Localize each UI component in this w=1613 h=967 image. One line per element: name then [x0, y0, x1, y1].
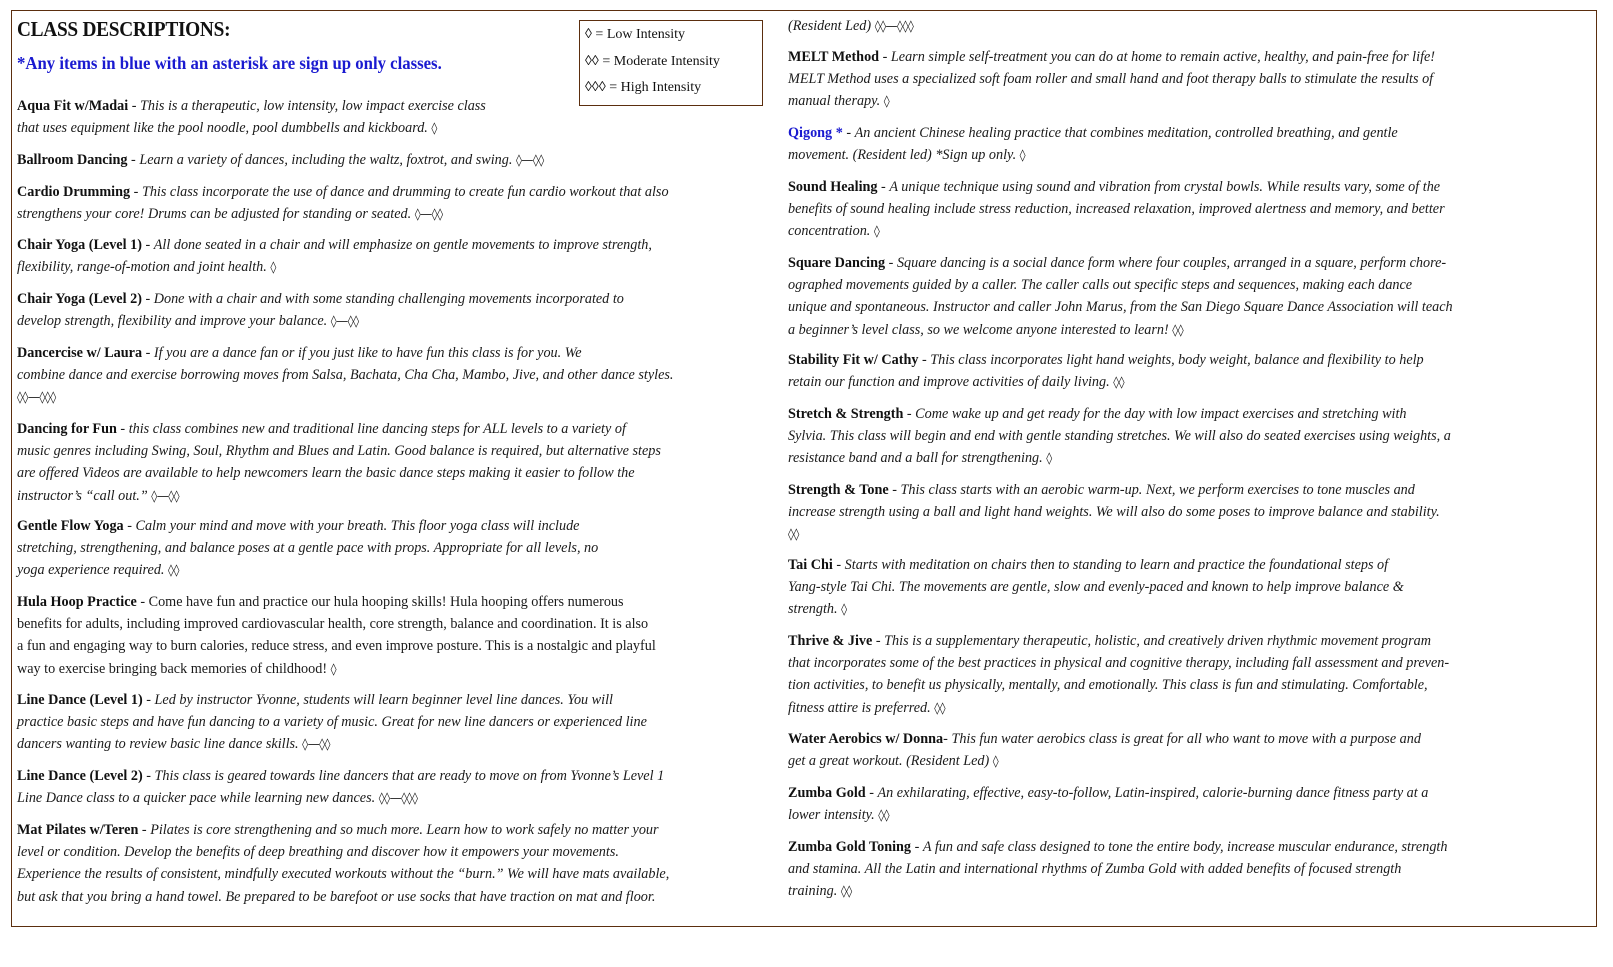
- intensity-icon: ◊: [992, 754, 999, 769]
- intensity-icon: ◊: [883, 94, 890, 109]
- legend-label: = Low Intensity: [595, 27, 685, 42]
- intensity-icon: ◊—◊◊: [151, 488, 180, 503]
- signup-note: *Any items in blue with an asterisk are sign up only classes.: [17, 53, 442, 73]
- class-description: Come wake up and get ready for the day with low impact exercises and stretching with: [915, 406, 1407, 422]
- class-entry-ballroom-dancing: Ballroom Dancing - Learn a variety of dances, including the waltz, foxtrot, and swing. ◊—◊◊: [17, 152, 544, 168]
- class-name: Hula Hoop Practice: [17, 594, 137, 610]
- class-name: Stability Fit w/ Cathy: [788, 352, 919, 368]
- class-description: This class incorporate the use of dance and drumming to create fun cardio workout that also: [141, 184, 669, 200]
- class-entry-water-aerobics: Water Aerobics w/ Donna- This fun water aerobics class is great for all who want to move with a purpose and get a great workout. (Resident Led) ◊: [788, 731, 1421, 770]
- intensity-icon: ◊—◊◊: [302, 737, 330, 752]
- class-name: Strength & Tone: [788, 482, 889, 498]
- class-entry-dancing-for-fun: Dancing for Fun - this class combines new and traditional line dancing steps for ALL levels to a variety of music genres including Swing, Soul, Rhythm and Blues and Latin. Good balance is required, but alternative steps are offered Videos are available to help newcomers learn the basic dance steps making it easier to follow the instructor’s “call out.” ◊—◊◊: [17, 421, 661, 504]
- diamond-icon: ◊◊: [585, 53, 599, 69]
- intensity-icon: ◊—◊◊: [330, 314, 359, 329]
- class-entry-stability-fit: Stability Fit w/ Cathy - This class incorporates light hand weights, body weight, balance and flexibility to help retain our function and improve activities of daily living. ◊◊: [788, 352, 1424, 391]
- class-description: Square dancing is a social dance form where four couples, arranged in a square, perform chore-: [896, 255, 1447, 271]
- class-entry-aqua-fit: Aqua Fit w/Madai - This is a therapeutic, low intensity, low impact exercise class that uses equipment like the pool noodle, pool dumbbells and kickboard. ◊: [17, 98, 486, 137]
- class-entry-tai-chi: Tai Chi - Starts with meditation on chairs then to standing to learn and practice the foundational steps of Yang-style Tai Chi. The movements are gentle, slow and evenly-paced and known to help improve balance & strength. ◊: [788, 557, 1404, 618]
- intensity-icon: ◊: [330, 661, 337, 676]
- class-description: Calm your mind and move with your breath. This floor yoga class will include: [135, 518, 580, 534]
- class-entry-line-dance-level-2: Line Dance (Level 2) - This class is geared towards line dancers that are ready to move on from Yvonne’s Level 1 Line Dance class to a quicker pace while learning new dances. ◊◊—◊◊◊: [17, 768, 665, 807]
- legend-label: = Moderate Intensity: [602, 53, 720, 69]
- page-title: CLASS DESCRIPTIONS:: [17, 17, 231, 41]
- intensity-icon: ◊—◊◊: [414, 207, 443, 222]
- class-entry-cardio-drumming: Cardio Drumming - This class incorporate the use of dance and drumming to create fun cardio workout that also strengthens your core! Drums can be adjusted for standing or seated. ◊—◊◊: [17, 184, 669, 223]
- legend-label: = High Intensity: [609, 80, 702, 95]
- class-entry-mat-pilates: Mat Pilates w/Teren - Pilates is core strengthening and so much more. Learn how to work safely no matter your level or condition. Develop the benefits of deep breathing and discover how it empowers your movements. Experience the results of consistent, mindfully executed workouts without the “burn.” We will have mats available, but ask that you bring a hand towel. Be prepared to be barefoot or use socks that have traction on mat and floor.: [17, 822, 670, 905]
- class-name: Aqua Fit w/Madai: [17, 98, 129, 114]
- class-entry-qigong: Qigong * - An ancient Chinese healing practice that combines meditation, controlled breathing, and gentle movement. (Resident led) *Sign up only. ◊: [788, 125, 1398, 164]
- class-name: Tai Chi: [788, 557, 833, 573]
- class-entry-chair-yoga-level-1: Chair Yoga (Level 1) - All done seated in a chair and will emphasize on gentle movements to improve strength, flexibility, range-of-motion and joint health. ◊: [17, 237, 652, 276]
- class-entry-zumba-gold: Zumba Gold - An exhilarating, effective, easy-to-follow, Latin-inspired, calorie-burning dance fitness party at a lower intensity. ◊◊: [788, 785, 1429, 824]
- class-entry-thrive-and-jive: Thrive & Jive - This is a supplementary therapeutic, holistic, and creatively driven rhythmic movement program that incorporates some of the best practices in physical and cognitive therapy, including fall assessment and preven- tion activities, to benefit us physically, mentally, and emotionally. This class is fun and stimulating. Comfortable, fitness attire is preferred. ◊◊: [788, 633, 1450, 716]
- class-entry-stretch-and-strength: Stretch & Strength - Come wake up and get ready for the day with low impact exercises and stretching with Sylvia. This class will begin and end with gentle standing stretches. We will also do seated exercises using weights, a resistance band and a ball for strengthening. ◊: [788, 406, 1451, 467]
- class-entry-square-dancing: Square Dancing - Square dancing is a social dance form where four couples, arranged in a square, perform chore- ographed movements guided by a caller. The caller calls out specific steps and sequences, making each dance unique and spontaneous. Instructor and caller John Marus, from the San Diego Square Dance Association will teach a beginner’s level class, so we welcome anyone interested to learn! ◊◊: [788, 255, 1453, 338]
- legend-moderate: [585, 52, 762, 79]
- class-entry-sound-healing: Sound Healing - A unique technique using sound and vibration from crystal bowls. While results vary, some of the benefits of sound healing include stress reduction, increased relaxation, improved alertness and memory, and better concentration. ◊: [788, 179, 1445, 240]
- class-description: Learn a variety of dances, including the waltz, foxtrot, and swing.: [139, 152, 513, 168]
- mat-pilates-continuation: (Resident Led) ◊◊—◊◊◊: [788, 18, 914, 34]
- intensity-icon: ◊◊: [168, 563, 179, 578]
- class-name: Ballroom Dancing: [17, 152, 128, 168]
- class-description: Come have fun and practice our hula hooping skills! Hula hooping offers numerous: [148, 594, 624, 610]
- class-name: Stretch & Strength: [788, 406, 904, 422]
- class-description: This class is geared towards line dancers that are ready to move on from Yvonne’s Level 1: [154, 768, 665, 784]
- intensity-icon: ◊◊—◊◊◊: [378, 791, 418, 806]
- class-description: This class starts with an aerobic warm-up. Next, we perform exercises to tone muscles and: [900, 482, 1415, 498]
- class-name: Zumba Gold Toning: [788, 839, 912, 855]
- class-description: This is a therapeutic, low intensity, low impact exercise class: [139, 98, 486, 114]
- intensity-icon: ◊: [1019, 148, 1026, 163]
- class-name: Chair Yoga (Level 1): [17, 237, 142, 253]
- intensity-icon: ◊: [431, 121, 437, 136]
- class-description: Pilates is core strengthening and so much more. Learn how to work safely no matter your: [150, 822, 659, 838]
- intensity-icon: ◊—◊◊: [515, 153, 544, 167]
- class-name: Thrive & Jive: [788, 633, 876, 649]
- class-name: Cardio Drumming: [17, 184, 131, 200]
- class-name: Dancercise w/ Laura: [17, 345, 143, 361]
- class-description: A unique technique using sound and vibration from crystal bowls. While results vary, some of the: [889, 179, 1441, 195]
- diamond-icon: ◊◊◊: [585, 80, 606, 95]
- class-name: Chair Yoga (Level 2): [17, 291, 142, 307]
- intensity-icon: ◊: [841, 602, 847, 617]
- class-description: All done seated in a chair and will emphasize on gentle movements to improve strength,: [153, 237, 652, 253]
- class-name: Line Dance (Level 2): [17, 768, 143, 784]
- class-name: Gentle Flow Yoga: [17, 518, 124, 534]
- class-description: If you are a dance fan or if you just like to have fun this class is for you. We: [153, 345, 582, 361]
- class-name: Mat Pilates w/Teren: [17, 822, 139, 838]
- intensity-icon: ◊◊: [934, 700, 946, 715]
- class-description: An exhilarating, effective, easy-to-follow, Latin-inspired, calorie-burning dance fitness party at a: [877, 785, 1429, 801]
- class-entry-chair-yoga-level-2: Chair Yoga (Level 2) - Done with a chair and with some standing challenging movements incorporated to develop strength, flexibility and improve your balance. ◊—◊◊: [17, 291, 624, 330]
- intensity-icon: ◊◊—◊◊◊: [17, 390, 56, 405]
- class-name: Square Dancing: [788, 255, 886, 271]
- class-description: Learn simple self-treatment you can do at home to remain active, healthy, and pain-free for life!: [890, 49, 1436, 65]
- class-description: this class combines new and traditional line dancing steps for ALL levels to a variety of: [128, 421, 626, 437]
- class-description: An ancient Chinese healing practice that combines meditation, controlled breathing, and gentle: [854, 125, 1398, 141]
- class-description: A fun and safe class designed to tone the entire body, increase muscular endurance, strength: [922, 839, 1448, 855]
- class-entry-hula-hoop-practice: Hula Hoop Practice - Come have fun and practice our hula hooping skills! Hula hooping offers numerous benefits for adults, including improved cardiovascular health, core strength, balance and coordination. It is also a fun and engaging way to burn calories, reduce stress, and even improve posture. This is a nostalgic and playful way to exercise bringing back memories of childhood! ◊: [17, 594, 656, 677]
- legend-high: [585, 78, 762, 105]
- class-entry-line-dance-level-1: Line Dance (Level 1) - Led by instructor Yvonne, students will learn beginner level line dances. You will practice basic steps and have fun dancing to a variety of music. Great for new line dancers or experienced line dancers wanting to review basic line dance skills. ◊—◊◊: [17, 692, 647, 753]
- class-description: This is a supplementary therapeutic, holistic, and creatively driven rhythmic movement program: [884, 633, 1431, 649]
- class-name: Zumba Gold: [788, 785, 866, 801]
- class-description: Led by instructor Yvonne, students will learn beginner level line dances. You will: [154, 692, 613, 708]
- legend-low: [585, 25, 762, 52]
- class-description: This class incorporates light hand weights, body weight, balance and flexibility to help: [930, 352, 1424, 368]
- intensity-icon: ◊◊—◊◊◊: [874, 19, 914, 33]
- class-name: MELT Method: [788, 49, 880, 65]
- class-entry-melt-method: MELT Method - Learn simple self-treatment you can do at home to remain active, healthy, and pain-free for life! MELT Method uses a specialized soft foam roller and small hand and foot therapy balls to stimulate the results of manual therapy. ◊: [788, 49, 1436, 110]
- class-name: Sound Healing: [788, 179, 878, 195]
- class-description: This fun water aerobics class is great for all who want to move with a purpose and: [951, 731, 1421, 747]
- intensity-icon: ◊◊: [1172, 322, 1184, 337]
- class-description: Done with a chair and with some standing challenging movements incorporated to: [153, 291, 624, 307]
- class-name: Water Aerobics w/ Donna: [788, 731, 944, 747]
- intensity-icon: ◊◊: [1113, 375, 1125, 390]
- intensity-icon: ◊: [270, 260, 276, 275]
- class-name: Dancing for Fun: [17, 421, 117, 437]
- intensity-icon: ◊◊: [788, 527, 799, 542]
- diamond-icon: ◊: [585, 27, 592, 42]
- intensity-icon: ◊: [873, 224, 880, 239]
- class-name-signup-only: Qigong *: [788, 125, 843, 141]
- intensity-icon: ◊: [1046, 451, 1052, 466]
- class-description: Starts with meditation on chairs then to standing to learn and practice the foundational steps of: [844, 557, 1389, 573]
- class-entry-gentle-flow-yoga: Gentle Flow Yoga - Calm your mind and move with your breath. This floor yoga class will include stretching, strengthening, and balance poses at a gentle pace with props. Appropriate for all levels, no yoga experience required. ◊◊: [17, 518, 599, 579]
- class-entry-strength-and-tone: Strength & Tone - This class starts with an aerobic warm-up. Next, we perform exercises to tone muscles and increase strength using a ball and light hand weights. We will also do some poses to improve balance and stability. ◊◊: [788, 482, 1440, 542]
- intensity-icon: ◊◊: [878, 808, 890, 823]
- class-name: Line Dance (Level 1): [17, 692, 143, 708]
- intensity-legend: [579, 20, 763, 106]
- intensity-icon: ◊◊: [840, 884, 852, 899]
- class-entry-zumba-gold-toning: Zumba Gold Toning - A fun and safe class designed to tone the entire body, increase muscular endurance, strength and stamina. All the Latin and international rhythms of Zumba Gold with added benefits of focused strength training. ◊◊: [788, 839, 1448, 900]
- class-entry-dancercise: Dancercise w/ Laura - If you are a dance fan or if you just like to have fun this class is for you. We combine dance and exercise borrowing moves from Salsa, Bachata, Cha Cha, Mambo, Jive, and other dance styles. ◊◊—◊◊◊: [17, 345, 674, 405]
